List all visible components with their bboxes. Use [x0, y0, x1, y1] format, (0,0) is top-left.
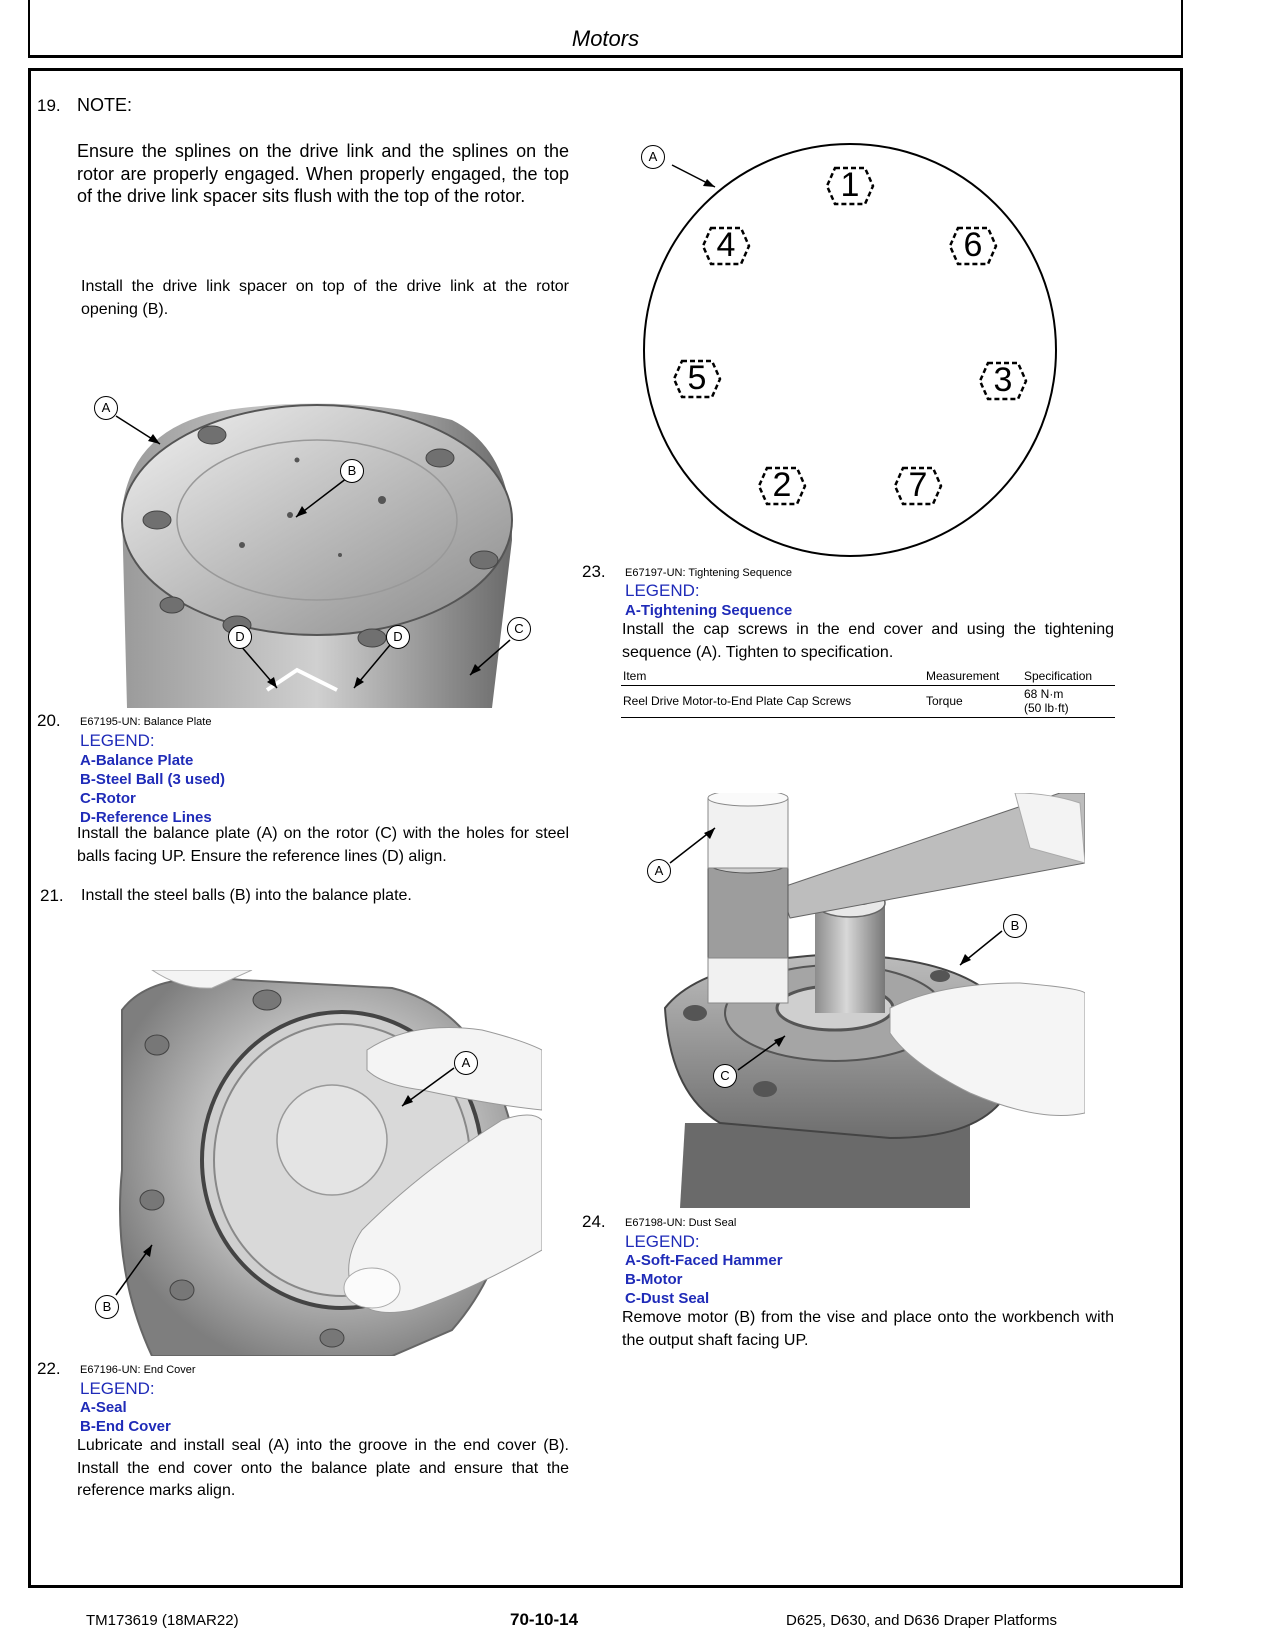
sequence-number-6: 6 [963, 226, 983, 264]
spec-metric: 68 N·m [1024, 687, 1064, 701]
publication-title: D625, D630, and D636 Draper Platforms [786, 1612, 1057, 1629]
page-number: 70-10-14 [510, 1610, 579, 1629]
legend-title: LEGEND: [80, 1379, 155, 1398]
callout-d: D [228, 625, 252, 649]
legend-title: LEGEND: [625, 1232, 700, 1251]
table-row [621, 685, 1115, 717]
step-text: Lubricate and install seal (A) into the groove in the end cover (B). Install the end cover onto the balance plate and ensure that the reference marks align. [77, 1437, 569, 1499]
legend-title: LEGEND: [625, 581, 700, 600]
legend-title: LEGEND: [80, 731, 155, 750]
step-number: 21. [40, 886, 64, 905]
page-title: Motors [571, 26, 640, 51]
step-number: 24. [582, 1212, 606, 1231]
step-text: Install the cap screws in the end cover and using the tightening sequence (A). Tighten to specification. [622, 621, 1114, 661]
table-cell-measurement: Torque [924, 685, 1022, 717]
table-header-cell: Measurement [924, 667, 1022, 685]
legend-item: B-End Cover [80, 1418, 171, 1435]
end-cover-callouts [92, 970, 542, 1356]
sequence-number-5: 5 [687, 359, 707, 397]
table-cell-specification [1022, 685, 1115, 717]
legend-item: A-Soft-Faced Hammer [625, 1252, 783, 1269]
sequence-number-4: 4 [716, 226, 736, 264]
legend-list [80, 1398, 171, 1436]
dust-seal-callouts [640, 793, 1085, 1208]
legend-item: A-Tightening Sequence [625, 602, 793, 619]
callout-a: A [641, 145, 665, 169]
sequence-number-2: 2 [772, 466, 792, 504]
sequence-number-1: 1 [840, 166, 860, 204]
figure-caption: E67198-UN: Dust Seal [625, 1217, 737, 1229]
callout-c: C [713, 1064, 737, 1088]
legend-item: C-Rotor [80, 790, 136, 807]
document-id: TM173619 (18MAR22) [86, 1612, 239, 1629]
legend-item: D-Reference Lines [80, 809, 212, 826]
note-text: Ensure the splines on the drive link and the splines on the rotor are properly engaged. When properly engaged, the top of the drive link spacer sits flush with the top of the rotor. [77, 141, 569, 206]
legend-item: A-Balance Plate [80, 752, 194, 769]
callout-c: C [507, 617, 531, 641]
step-text: Install the drive link spacer on top of the drive link at the rotor opening (B). [81, 278, 569, 318]
legend-item: A-Seal [80, 1399, 127, 1416]
legend-list [625, 601, 792, 620]
callout-a: A [647, 859, 671, 883]
step-text: Install the steel balls (B) into the balance plate. [81, 887, 412, 904]
table-cell-item: Reel Drive Motor-to-End Plate Cap Screws [621, 685, 924, 717]
legend-item: B-Motor [625, 1271, 683, 1288]
spec-imperial: (50 lb·ft) [1024, 701, 1069, 715]
callout-b: B [1003, 914, 1027, 938]
specification-table [621, 667, 1115, 718]
balance-plate-callouts [92, 390, 542, 708]
callout-a: A [94, 396, 118, 420]
step-number: 19. [37, 96, 61, 115]
table-header-row [621, 667, 1115, 685]
table-header-cell: Specification [1022, 667, 1115, 685]
table-header-cell: Item [621, 667, 924, 685]
step-number: 22. [37, 1359, 61, 1378]
legend-item: C-Dust Seal [625, 1290, 710, 1307]
callout-d: D [386, 625, 410, 649]
figure-caption: E67197-UN: Tightening Sequence [625, 567, 792, 579]
callout-b: B [95, 1295, 119, 1319]
sequence-number-3: 3 [993, 361, 1013, 399]
step-text: Remove motor (B) from the vise and place onto the workbench with the output shaft facing UP. [622, 1309, 1114, 1349]
legend-item: B-Steel Ball (3 used) [80, 771, 226, 788]
figure-caption: E67195-UN: Balance Plate [80, 716, 212, 728]
legend-list [80, 751, 225, 827]
note-label: NOTE: [77, 95, 133, 115]
step-number: 23. [582, 562, 606, 581]
legend-list [625, 1251, 783, 1308]
step-number: 20. [37, 711, 61, 730]
sequence-number-7: 7 [908, 466, 928, 504]
step-text: Install the balance plate (A) on the rotor (C) with the holes for steel balls facing UP. Ensure the reference lines (D) align. [77, 825, 569, 865]
callout-a: A [454, 1051, 478, 1075]
page-header [28, 0, 1183, 58]
callout-b: B [340, 459, 364, 483]
figure-caption: E67196-UN: End Cover [80, 1364, 196, 1376]
